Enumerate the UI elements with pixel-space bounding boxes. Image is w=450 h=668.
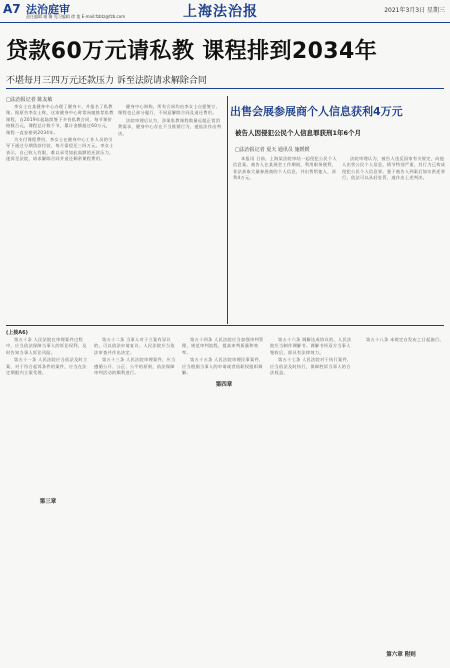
document-column-4 — [270, 337, 354, 665]
section-divider — [6, 325, 444, 326]
page-number: A7 — [3, 2, 21, 16]
main-story-column-1 — [6, 104, 114, 322]
document-column-2 — [94, 337, 178, 665]
main-headline: 贷款60万元请私教 课程排到2034年 — [6, 39, 378, 64]
document-paragraph: 第五十七条 人民法院对于执行案件，应当依法及时执行，保障胜诉当事人的合法权益。 — [270, 357, 352, 376]
chapter-heading: 第三章 — [39, 499, 57, 505]
document-paragraph: 第五十条 人民法院在审理案件过程中，应当依法保障当事人的诉讼权利，及时告知当事人诉讼风险。 — [6, 337, 87, 355]
editors-line: 责任编辑 谢 姗 见习编辑 徐 俊 E-mail:fzbtz@fzb.com — [26, 14, 126, 19]
main-paragraph: 为支付课程费用，李女士在健身中心工作人员的引导下通过分期贷款付款，每月需偿还三四万元。李女士表示，自己收入有限，难以承受如此高额的还款压力，遂诉至法院，请求解除合同并退还剩余课程费用。 — [6, 137, 114, 162]
side-subhead: 被告人因侵犯公民个人信息罪获刑1年6个月 — [235, 129, 362, 137]
paper-logo: 上海法治报 — [183, 4, 258, 20]
main-paragraph: 法院审理后认为，涉案私教课程数量远超正常消费需求，健身中心存在不当推销行为，遂依法作出判决。 — [118, 117, 222, 136]
headline-divider — [6, 88, 444, 89]
side-story-column-2 — [342, 156, 446, 324]
main-paragraph: 健身中心辩称，所有合同均由李女士自愿签订，课程也已部分履行，不同意解除合同及退还费用。 — [118, 104, 221, 116]
document-paragraph: 第五十一条 人民法院应当依法及时立案，对于符合起诉条件的案件，应当在法定期限内立案受理。 — [6, 357, 88, 376]
chapter-heading: 第四章 — [215, 382, 233, 388]
main-paragraph: 李女士在某健身中心办理了健身卡，并报名了私教课。据原告李女士称，这家健身中心时常向她推荐私教课程，自2019年起陆续签下多份私教合同，每节课价格数百元，课程总计数千节，累计金额超过60万元，课程一直安排到2034年。 — [6, 104, 114, 135]
document-continuation: (上接A6) — [6, 330, 28, 336]
main-byline: □法治报记者 陈友敏 — [6, 97, 53, 103]
document-paragraph: 第五十三条 人民法院审理案件，应当遵循公开、公正、公平的原则，依法保障审判活动的顺利进行。 — [94, 357, 176, 376]
column-divider — [227, 96, 228, 324]
document-paragraph: 第五十八条 本规定自发布之日起施行。 — [366, 337, 444, 342]
main-subhead: 不堪每月三四万元还款压力 诉至法院请求解除合同 — [6, 76, 207, 86]
side-byline: □法治报记者 夏天 通讯员 施媛媛 — [235, 147, 310, 153]
main-story-column-2 — [118, 104, 224, 322]
document-column-5 — [358, 337, 444, 637]
side-story-column-1 — [233, 156, 338, 324]
document-paragraph: 第五十二条 当事人对于立案有异议的，可以依法申请复议。人民法院应当依法审查并作出决定。 — [94, 337, 175, 355]
document-paragraph: 第五十六条 调解达成协议的，人民法院应当制作调解书。调解书经双方当事人签收后，即具有法律效力。 — [270, 337, 352, 355]
document-paragraph: 第五十五条 人民法院审理民事案件，应当根据当事人的申请或者依职权组织调解。 — [182, 357, 264, 376]
section-title: 法治庭审 — [26, 3, 70, 16]
side-paragraph: 本报讯 日前，上海某法院审结一起侵犯公民个人信息案。被告人在某展会工作期间，利用职务便利，非法获取大量参展商的个人信息，并出售给他人，获利4万元。 — [233, 156, 337, 181]
issue-date: 2021年3月3日 星期三 — [384, 7, 445, 14]
masthead — [0, 0, 450, 23]
chapter-heading: 第六章 附则 — [386, 652, 416, 658]
side-paragraph: 法院审理认为，被告人违反国家有关规定，向他人出售公民个人信息，情节特别严重，其行为已构成侵犯公民个人信息罪。鉴于被告人到案后如实供述罪行，依法可以从轻处罚，遂作出上述判决。 — [342, 156, 446, 181]
document-paragraph: 第五十四条 人民法院应当加强审判管理，规范审判流程，提高审判质量和效率。 — [182, 337, 264, 355]
side-headline: 出售会展参展商个人信息获利4万元 — [230, 105, 403, 118]
